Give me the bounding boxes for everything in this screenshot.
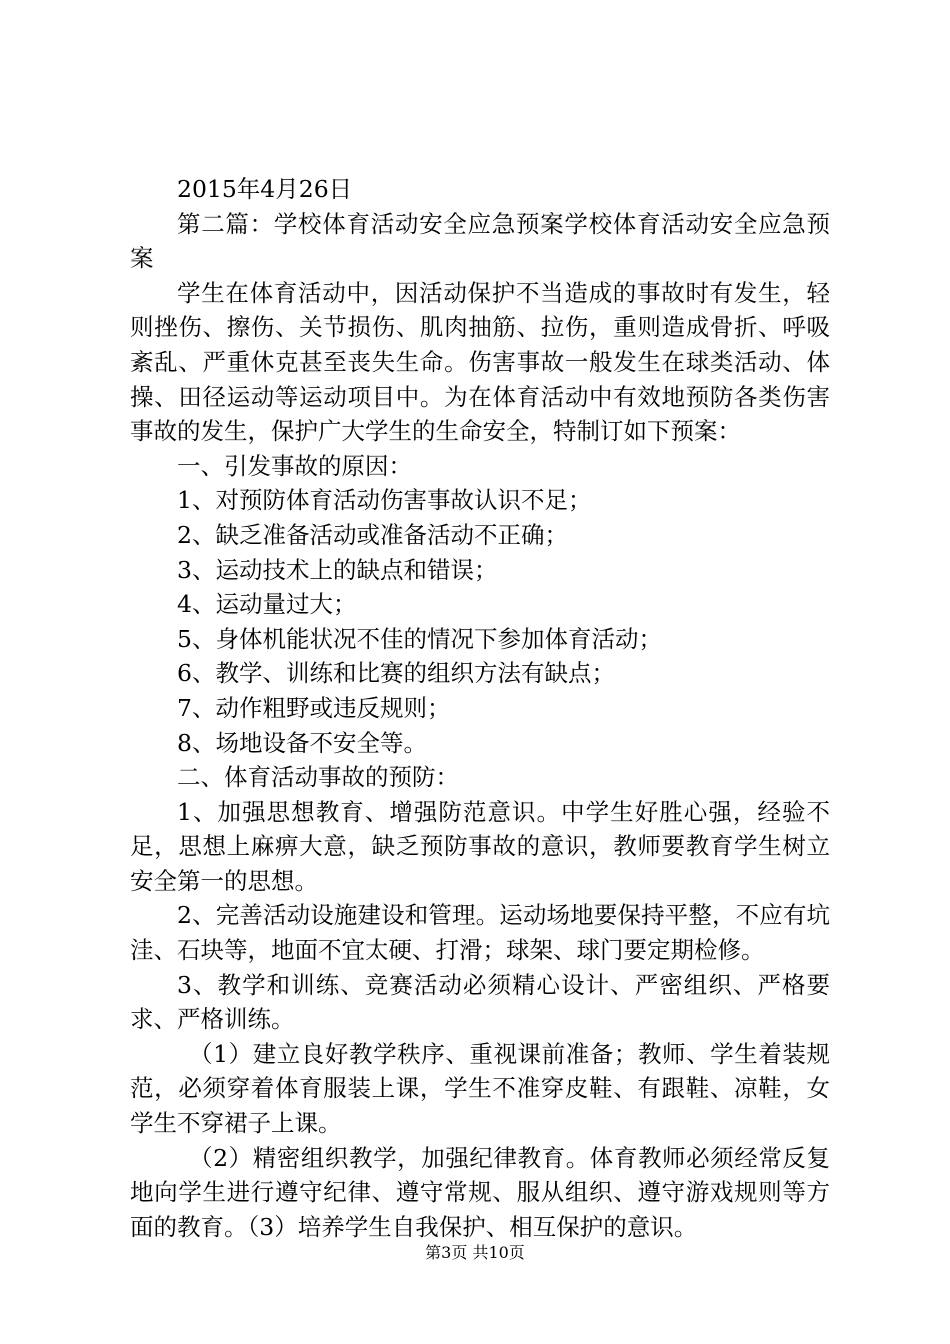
list-item: 2、完善活动设施建设和管理。运动场地要保持平整，不应有坑洼、石块等，地面不宜太硬、打滑；球架、球门要定期检修。 (130, 901, 830, 965)
list-item: 8、场地设备不安全等。 (177, 728, 427, 757)
list-item: 6、教学、训练和比赛的组织方法有缺点； (177, 659, 615, 688)
list-item: 4、运动量过大； (177, 590, 357, 619)
list-item: 3、教学和训练、竞赛活动必须精心设计、严密组织、严格要求、严格训练。 (130, 970, 830, 1034)
document-title: 第二篇：学校体育活动安全应急预案学校体育活动安全应急预案 (130, 209, 830, 273)
document-body (130, 172, 830, 1244)
sub-list-item: （2）精密组织教学，加强纪律教育。体育教师必须经常反复地向学生进行遵守纪律、遵守常规、服从组织、遵守游戏规则等方面的教育。（3）培养学生自我保护、相互保护的意识。 (130, 1143, 830, 1241)
list-item: 1、加强思想教育、增强防范意识。中学生好胜心强，经验不足，思想上麻痹大意，缺乏预防事故的意识，教师要教育学生树立安全第一的思想。 (130, 797, 830, 895)
section-heading-prevention: 二、体育活动事故的预防： (177, 763, 459, 792)
list-item: 5、身体机能状况不佳的情况下参加体育活动； (177, 624, 662, 653)
sub-list-item: （1）建立良好教学秩序、重视课前准备；教师、学生着装规范，必须穿着体育服装上课，学生不准穿皮鞋、有跟鞋、凉鞋，女学生不穿裙子上课。 (130, 1039, 830, 1138)
page-footer: 第3页 共10页 (425, 1243, 525, 1262)
section-heading-causes: 一、引发事故的原因： (177, 451, 412, 480)
list-item: 7、动作粗野或违反规则； (177, 693, 451, 722)
list-item: 1、对预防体育活动伤害事故认识不足； (177, 486, 592, 515)
list-item: 2、缺乏准备活动或准备活动不正确； (177, 520, 568, 549)
list-item: 3、运动技术上的缺点和错误； (177, 555, 498, 584)
intro-paragraph: 学生在体育活动中，因活动保护不当造成的事故时有发生，轻则挫伤、擦伤、关节损伤、肌肉抽筋、拉伤，重则造成骨折、呼吸紊乱、严重休克甚至丧失生命。伤害事故一般发生在球类活动、体操、田径运动等运动项目中。为在体育活动中有效地预防各类伤害事故的发生，保护广大学生的生命安全，特制订如下预案： (130, 278, 830, 446)
document-date: 2015年4月26日 (177, 175, 353, 203)
